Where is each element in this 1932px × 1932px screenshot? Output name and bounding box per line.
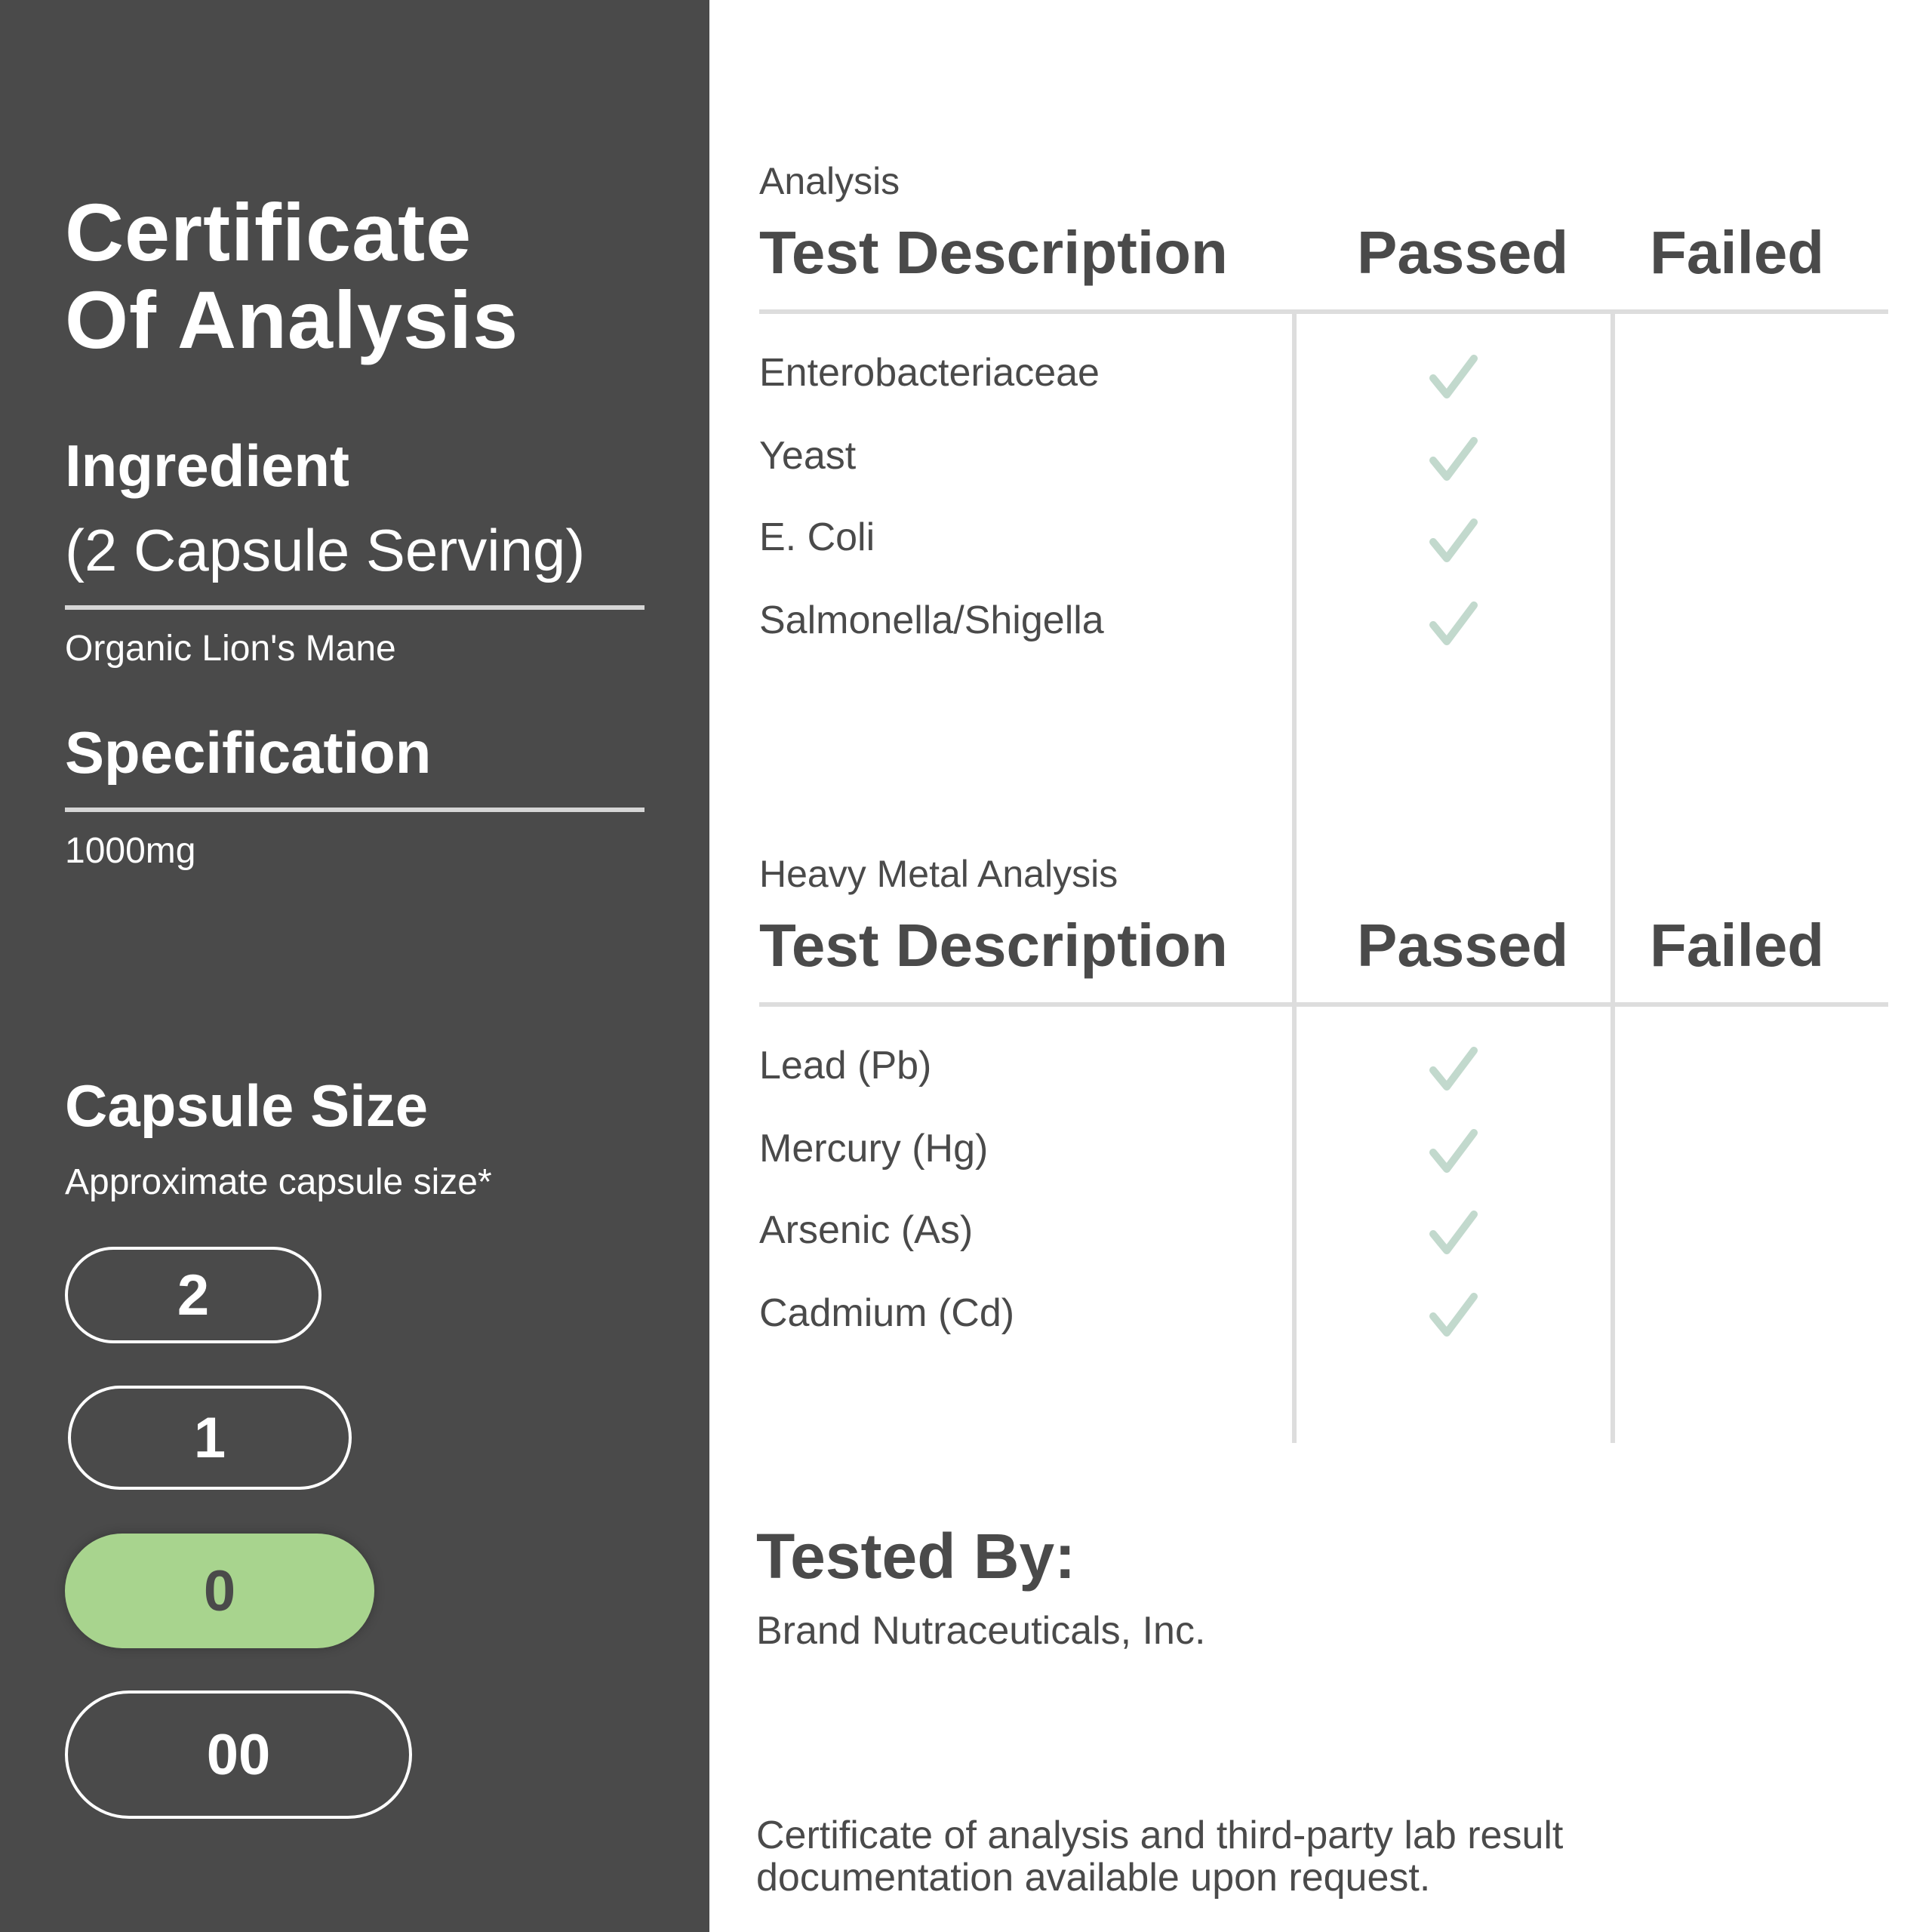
check-icon: [1427, 515, 1480, 568]
analysis-row-e-coli: E. Coli: [759, 515, 875, 559]
title-line-1: Certificate: [65, 186, 472, 278]
capsule-size-00-button[interactable]: [65, 1690, 412, 1819]
capsule-size-label: 0: [203, 1558, 236, 1623]
heavy-metal-row-arsenic: Arsenic (As): [759, 1208, 974, 1252]
analysis-section-label: Analysis: [759, 160, 900, 202]
capsule-size-label: 00: [206, 1722, 271, 1787]
check-icon: [1427, 351, 1480, 404]
column-divider-passed: [1292, 314, 1297, 1443]
check-icon: [1427, 1043, 1480, 1096]
capsule-size-label: 1: [193, 1405, 226, 1470]
footer-note: Certificate of analysis and third-party lab result documentation available upon request.: [756, 1814, 1564, 1900]
analysis-row-salmonella-shigella: Salmonella/Shigella: [759, 598, 1104, 642]
specification-divider: [65, 808, 645, 812]
analysis-col-test-description: Test Description: [759, 219, 1228, 286]
ingredient-value: Organic Lion's Mane: [65, 629, 396, 669]
check-icon: [1427, 1125, 1480, 1178]
heavy-metal-section-label: Heavy Metal Analysis: [759, 853, 1118, 895]
right-panel: [709, 0, 1932, 1932]
tested-by-value: Brand Nutraceuticals, Inc.: [756, 1609, 1206, 1653]
analysis-header-divider: [759, 309, 1888, 314]
heavy-metal-row-lead: Lead (Pb): [759, 1044, 932, 1088]
check-icon: [1427, 598, 1480, 651]
ingredient-heading: Ingredient: [65, 432, 350, 499]
heavy-metal-col-passed: Passed: [1357, 912, 1569, 979]
check-icon: [1427, 1289, 1480, 1342]
capsule-size-subtitle: Approximate capsule size*: [65, 1162, 492, 1202]
analysis-col-failed: Failed: [1650, 219, 1825, 286]
column-divider-failed: [1611, 314, 1615, 1443]
analysis-row-enterobacteriaceae: Enterobacteriaceae: [759, 351, 1100, 395]
page-title: [65, 186, 519, 365]
serving-heading: (2 Capsule Serving): [65, 517, 586, 583]
ingredient-divider: [65, 605, 645, 610]
heavy-metal-row-mercury: Mercury (Hg): [759, 1127, 989, 1171]
tested-by-heading: Tested By:: [756, 1521, 1076, 1592]
analysis-row-yeast: Yeast: [759, 434, 857, 478]
heavy-metal-col-failed: Failed: [1650, 912, 1825, 979]
capsule-size-2-button[interactable]: [65, 1247, 321, 1343]
check-icon: [1427, 433, 1480, 486]
heavy-metal-row-cadmium: Cadmium (Cd): [759, 1291, 1015, 1335]
check-icon: [1427, 1207, 1480, 1260]
analysis-col-passed: Passed: [1357, 219, 1569, 286]
capsule-size-heading: Capsule Size: [65, 1072, 429, 1139]
title-line-2: Of Analysis: [65, 274, 519, 365]
specification-heading: Specification: [65, 719, 432, 786]
heavy-metal-col-test-description: Test Description: [759, 912, 1228, 979]
left-panel: [0, 0, 709, 1932]
heavy-metal-header-divider: [759, 1002, 1888, 1007]
capsule-size-label: 2: [177, 1263, 210, 1327]
capsule-size-1-button[interactable]: [68, 1386, 352, 1490]
specification-value: 1000mg: [65, 831, 196, 871]
capsule-size-0-button[interactable]: [65, 1534, 374, 1648]
